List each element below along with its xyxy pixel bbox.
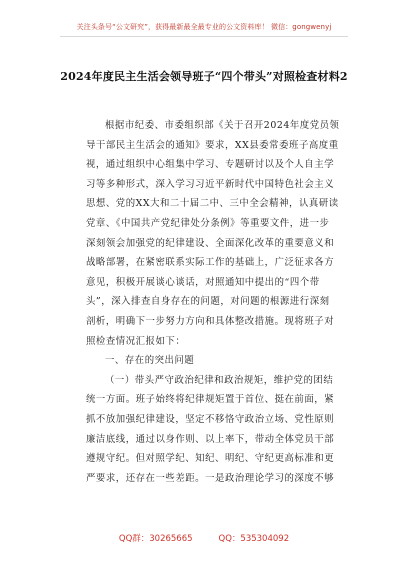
body-line: 照检查情况汇报如下： bbox=[86, 335, 186, 347]
body-line: 习等多种形式，深入学习习近平新时代中国特色社会主义 bbox=[86, 178, 335, 190]
footer-qq-group: QQ群：30265665 bbox=[118, 534, 193, 544]
footer-contact bbox=[0, 532, 408, 544]
body-line: 导干部民主生活会的通知》要求，XX县委常委班子高度重 bbox=[86, 139, 339, 151]
body-line: 抓不放加强纪律建设，坚定不移恪守政治立场、党性原则 bbox=[86, 413, 335, 425]
body-line: 思想、党的XX大和二十届二中、三中全会精神，认真研读 bbox=[86, 198, 339, 210]
body-line: 战略部署，在紧密联系实际工作的基础上，广泛征求各方 bbox=[86, 257, 335, 269]
body-line: 头”，深入排查自身存在的问题，对问题的根源进行深刻 bbox=[86, 296, 330, 308]
document-title: 2024年度民主生活会领导班子“四个带头”对照检查材料2 bbox=[60, 70, 348, 83]
body-line: 深刻领会加强党的纪律建设、全面深化改革的重要意义和 bbox=[86, 237, 335, 249]
header-banner: 关注头条号“公文研究”，获得最新最全最专业的公文资料库！ 微信：gongwenyj bbox=[76, 23, 332, 31]
body-line: 严要求，还存在一些差距。一是政治理论学习的深度不够 bbox=[86, 472, 335, 484]
body-line: 统一方面。班子始终将纪律规矩置于首位、挺在前面，紧 bbox=[86, 394, 335, 406]
body-line: 党章、《中国共产党纪律处分条例》等重要文件，进一步 bbox=[86, 217, 330, 229]
body-line: 视，通过组织中心组集中学习、专题研讨以及个人自主学 bbox=[86, 159, 335, 171]
subsection-line: （一）带头严守政治纪律和政治规矩，维护党的团结 bbox=[105, 374, 334, 386]
body-line: 遵规守纪。但对照学纪、知纪、明纪、守纪更高标准和更 bbox=[86, 453, 335, 465]
document-body bbox=[86, 116, 344, 488]
footer-qq-number: QQ：535304092 bbox=[218, 534, 290, 544]
section-heading: 一、存在的突出问题 bbox=[105, 355, 195, 367]
header-divider bbox=[60, 36, 348, 37]
body-line: 根据市纪委、市委组织部《关于召开2024年度党员领 bbox=[105, 120, 340, 131]
body-line: 廉洁底线，通过以身作则、以上率下，带动全体党员干部 bbox=[86, 433, 335, 445]
body-line: 剖析，明确下一步努力方向和具体整改措施。现将班子对 bbox=[86, 315, 335, 327]
body-line: 意见，积极开展谈心谈话，对照通知中提出的“四个带 bbox=[86, 276, 320, 288]
